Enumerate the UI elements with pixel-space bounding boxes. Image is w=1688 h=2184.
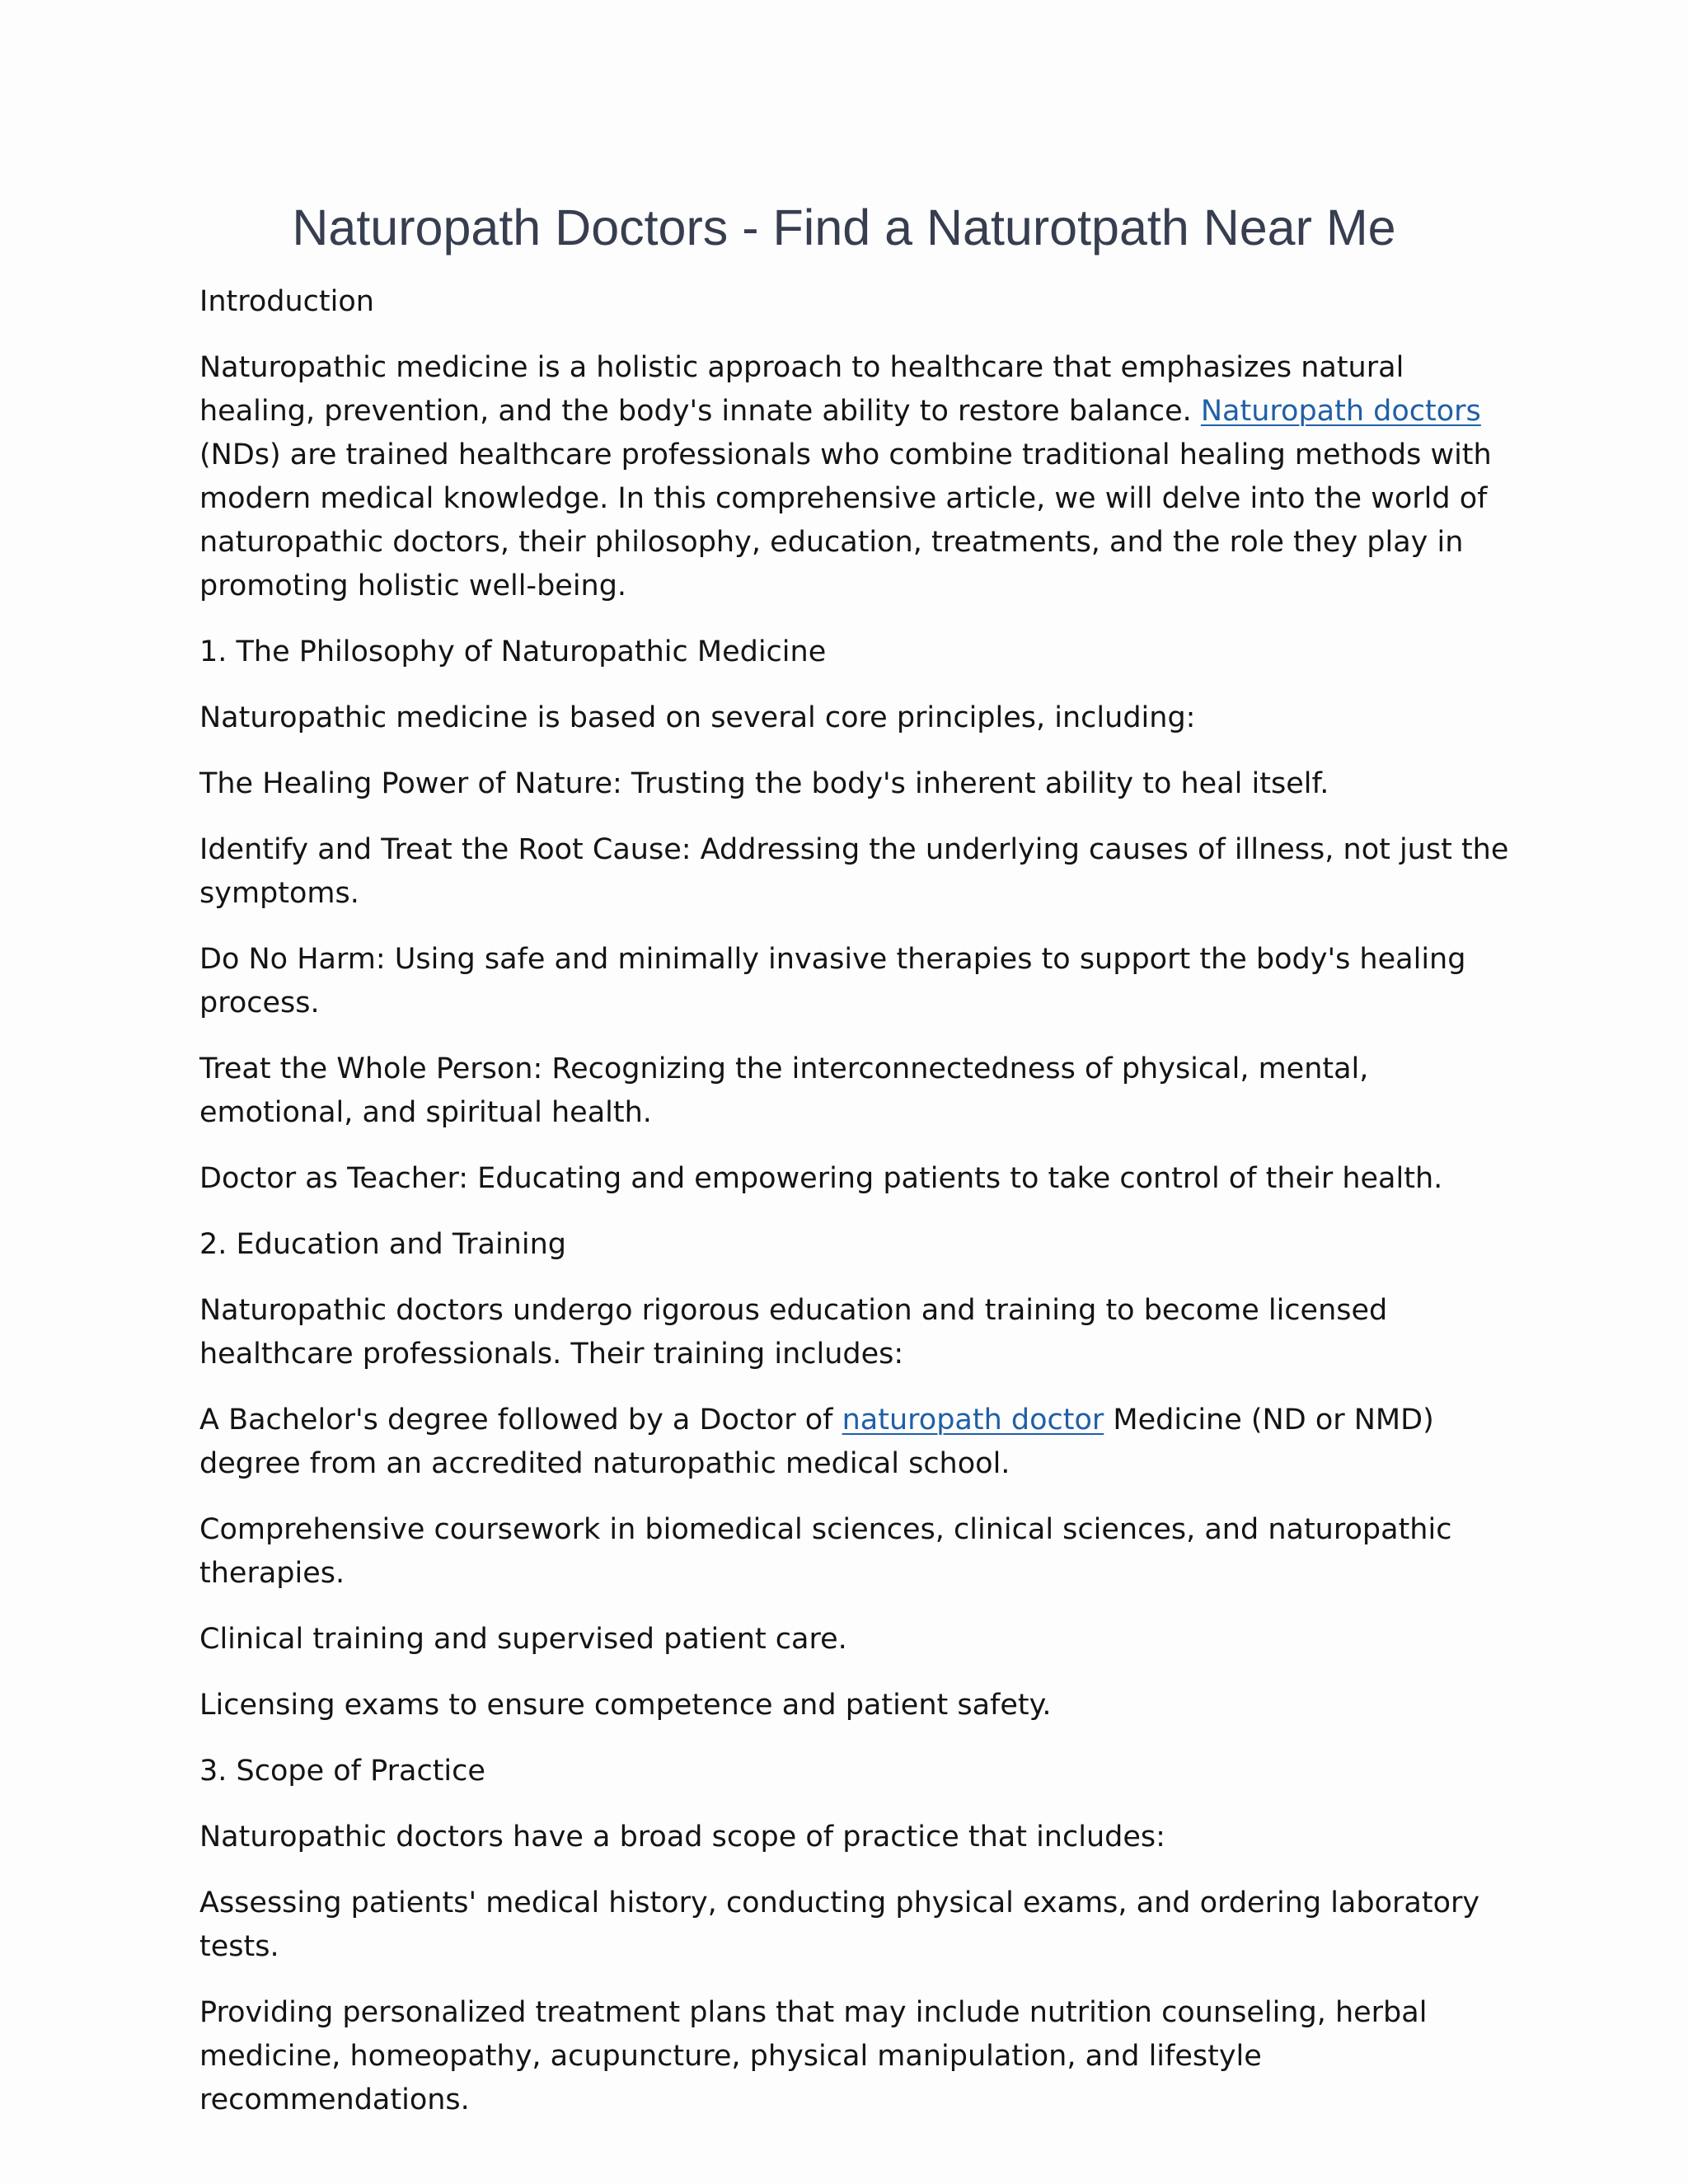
intro-heading: Introduction <box>199 285 374 318</box>
section-1-heading: 1. The Philosophy of Naturopathic Medicine <box>199 635 827 668</box>
section-3-lead: Naturopathic doctors have a broad scope of practice that includes: <box>199 1821 1165 1854</box>
training-coursework: Comprehensive coursework in biomedical sciences, clinical sciences, and naturopathic therapies. <box>199 1513 1452 1590</box>
principle-do-no-harm: Do No Harm: Using safe and minimally invasive therapies to support the body's healing process. <box>199 943 1466 1019</box>
naturopath-doctor-link[interactable]: naturopath doctor <box>842 1404 1104 1436</box>
scope-treatment-plans: Providing personalized treatment plans that may include nutrition counseling, herbal medicine, homeopathy, acupuncture, physical manipulation, and lifestyle recommendations. <box>199 1996 1428 2116</box>
intro-text-end: (NDs) are trained healthcare professionals who combine traditional healing methods with modern medical knowledge. In this comprehensive article, we will delve into the world of naturopathic doctors, their philosophy, education, treatments, and the role they play in promoting holistic well-being. <box>199 438 1492 602</box>
section-2-lead: Naturopathic doctors undergo rigorous education and training to become licensed healthcare professionals. Their training includes: <box>199 1294 1388 1371</box>
document-title: Naturopath Doctors - Find a Naturotpath Near Me <box>292 199 1396 255</box>
section-1-lead: Naturopathic medicine is based on several core principles, including: <box>199 701 1196 734</box>
principle-doctor-as-teacher: Doctor as Teacher: Educating and empowering patients to take control of their health. <box>199 1162 1443 1195</box>
principle-healing-power: The Healing Power of Nature: Trusting the body's inherent ability to heal itself. <box>199 767 1329 800</box>
principle-root-cause: Identify and Treat the Root Cause: Addressing the underlying causes of illness, not just the symptoms. <box>199 833 1509 910</box>
training-licensing: Licensing exams to ensure competence and patient safety. <box>199 1689 1052 1722</box>
intro-paragraph <box>199 346 1510 608</box>
intro-text-start: Naturopathic medicine is a holistic approach to healthcare that emphasizes natural healing, prevention, and the body's innate ability to restore balance. <box>199 351 1404 428</box>
scope-assessing: Assessing patients' medical history, conducting physical exams, and ordering laboratory tests. <box>199 1886 1480 1963</box>
degree-text-start: A Bachelor's degree followed by a Doctor of <box>199 1404 842 1436</box>
training-degree <box>199 1399 1510 1486</box>
document-body <box>199 280 1510 2144</box>
principle-whole-person: Treat the Whole Person: Recognizing the interconnectedness of physical, mental, emotional, and spiritual health. <box>199 1052 1369 1129</box>
naturopath-doctors-link[interactable]: Naturopath doctors <box>1200 395 1481 428</box>
degree-text-end: Medicine (ND or NMD) degree from an accredited naturopathic medical school. <box>199 1404 1434 1480</box>
section-2-heading: 2. Education and Training <box>199 1228 566 1261</box>
training-clinical: Clinical training and supervised patient care. <box>199 1623 847 1656</box>
section-3-heading: 3. Scope of Practice <box>199 1755 485 1788</box>
